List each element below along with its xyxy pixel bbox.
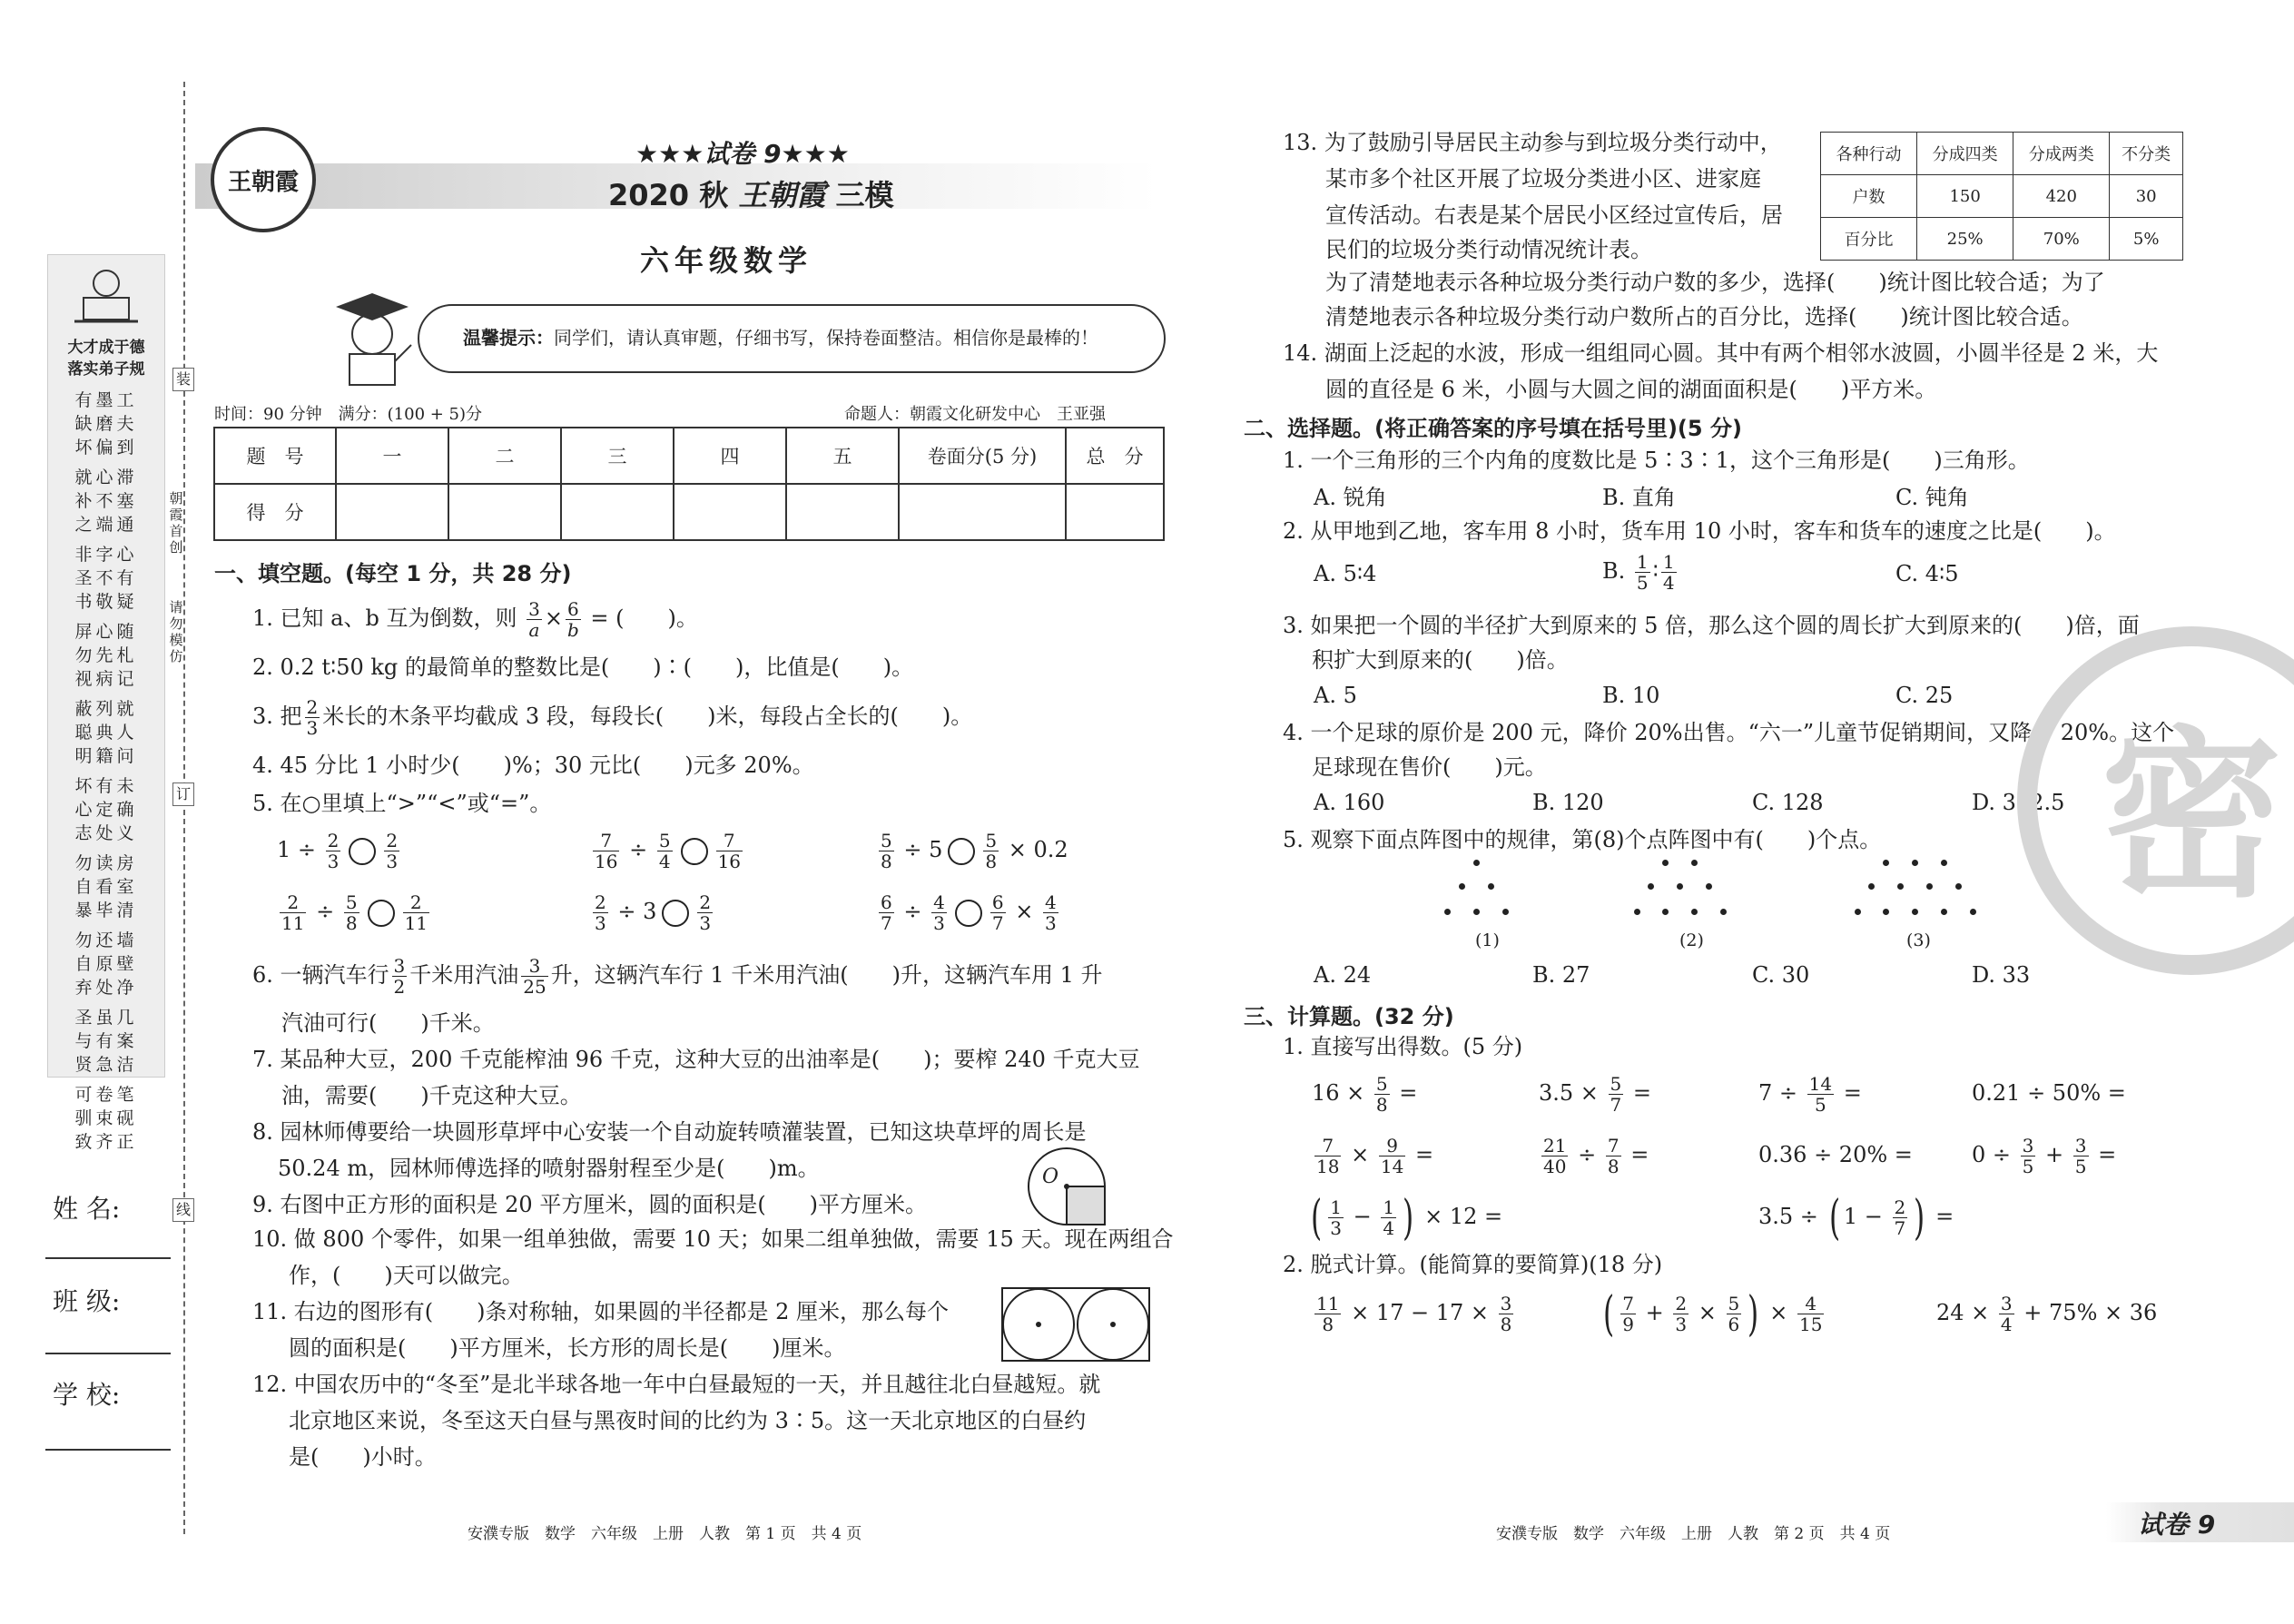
question-1-11-cont: 圆的面积是( )平方厘米，长方形的周长是( )厘米。 [289,1335,846,1361]
quote-block: 就心滞 补不塞 之端通 [74,468,138,535]
two-circles-figure [1001,1287,1150,1362]
question-1-10-cont: 作，( )天可以做完。 [289,1263,524,1288]
calc-8: 0 ÷ $\frac{3}{5}$ + $\frac{3}{5}$ = [1972,1135,2117,1177]
title-prefix: 2020 秋 [608,178,729,212]
question-1-14-b: 圆的直径是 6 米，小圆与大圆之间的湖面面积是( )平方米。 [1325,377,1937,402]
stat-header: 各种行动 [1821,133,1917,175]
exam-title [608,172,894,214]
section2-title: 二、选择题。(将正确答案的序号填在括号里)(5 分) [1244,416,1742,441]
sidebar-motto-1: 大才成于德 [67,339,145,357]
question-1-5: 5. 在○里填上“>”“<”或“=”。 [252,791,552,816]
question-2-3: 3. 如果把一个圆的半径扩大到原来的 5 倍，那么这个圆的周长扩大到原来的( )倍，面 [1283,613,2140,638]
question-1-7-cont: 油，需要( )千克这种大豆。 [281,1083,582,1108]
section3-sub2: 2. 脱式计算。(能简算的要简算)(18 分) [1283,1252,1663,1277]
score-cell[interactable] [336,484,448,540]
question-1-7: 7. 某品种大豆，200 千克能榨油 96 千克，这种大豆的出油率是( )；要榨 240 千克大豆 [252,1047,1140,1072]
question-1-13-c: 宣传活动。右表是某个居民小区经过宣传后，居 [1325,202,1783,228]
q3-tail: 米长的木条平均截成 3 段，每段长( )米，每段占全长的( )。 [322,704,973,729]
score-cell[interactable] [1066,484,1164,540]
stat-cell: 25% [1917,218,2013,261]
step-calc-3: 24 × $\frac{3}{4}$ + 75% × 36 [1936,1293,2158,1335]
calc-eq: = [1843,1080,1862,1106]
stat-row [1821,175,2183,218]
question-1-12: 12. 中国农历中的“冬至”是北半球各地一年中白昼最短的一天，并且越往北白昼越短。就 [252,1372,1101,1397]
calc-5: $\frac{7}{18}$ × $\frac{9}{14}$ = [1316,1135,1434,1177]
dot-pattern-2 [1634,858,1743,921]
calc-eq: = [2098,1142,2117,1167]
school-label: 学 校: [53,1380,121,1410]
question-1-9: 9. 右图中正方形的面积是 20 平方厘米，圆的面积是( )平方厘米。 [252,1192,928,1217]
seal-mark-1: 装 [172,368,194,391]
compare-circle[interactable] [662,900,689,927]
stat-cell: 5% [2110,218,2183,261]
circle-square-figure [1026,1146,1108,1227]
quote-block: 勿还墙 自原壁 弃处净 [74,930,138,998]
section3-title: 三、计算题。(32 分) [1244,1004,1454,1029]
calc-text: 3.5 ÷ [1758,1204,1818,1229]
calc-9: ( $\frac{1}{3}$ − $\frac{1}{4}$ ) × 12 = [1311,1190,1503,1245]
q2-3-option-b[interactable]: B. 10 [1602,683,1660,708]
time-text: 时间：90 分钟 [214,405,322,424]
school-field[interactable] [45,1449,171,1451]
q2-1-option-b[interactable]: B. 直角 [1602,485,1676,510]
q2-5-option-b[interactable]: B. 27 [1532,962,1590,988]
binding-line [183,82,185,1534]
footer-left: 安濮专版 数学 六年级 上册 人教 第 1 页 共 4 页 [468,1525,862,1543]
quote-block: 屏心随 勿先札 视病记 [74,622,138,689]
calc-op: ÷ [1578,1142,1597,1167]
circle-center-label: O [1042,1166,1059,1188]
subject-title: 六年级数学 [640,243,813,278]
stat-cell: 70% [2013,218,2110,261]
q2-5-option-d[interactable]: D. 33 [1972,962,2031,988]
score-header: 四 [674,428,786,484]
stat-header: 分成四类 [1917,133,2013,175]
calc-text: × 17 − 17 × [1351,1300,1490,1325]
dot-label-3: (3) [1906,930,1931,950]
stat-header: 分成两类 [2013,133,2110,175]
q2-4-option-c[interactable]: C. 128 [1752,790,1824,815]
question-2-1: 1. 一个三角形的三个内角的度数比是 5∶3∶1，这个三角形是( )三角形。 [1283,448,2030,473]
quote-block: 圣虽几 与有案 贤急洁 [74,1008,138,1075]
compare-4: $\frac{2}{11}$ ÷ $\frac{5}{8}$ $\frac{2}{11}$ [281,891,428,934]
score-row-label: 得 分 [214,484,336,540]
calc-text: 24 × [1936,1300,1990,1325]
question-2-5: 5. 观察下面点阵图中的规律，第(8)个点阵图中有( )个点。 [1283,827,1882,852]
calc-1: 16 × $\frac{5}{8}$ = [1312,1073,1418,1116]
question-1-8: 8. 园林师傅要给一块圆形草坪中心安装一个自动旋转喷灌装置，已知这块草坪的周长是 [252,1119,1087,1145]
question-1-12-cont2: 是( )小时。 [289,1444,437,1470]
teacher-mascot [322,289,413,389]
compare-6: $\frac{6}{7}$ ÷ $\frac{4}{3}$ $\frac{6}{7}$ × $\frac{4}{3}$ [881,891,1057,934]
footer-right: 安濮专版 数学 六年级 上册 人教 第 2 页 共 4 页 [1496,1525,1891,1543]
score-text: 满分：(100 + 5)分 [338,405,483,424]
score-header: 三 [561,428,674,484]
stat-cell: 户数 [1821,175,1917,218]
fraction-2-3: $\frac{2}{3}$ [306,696,319,739]
exam-author: 命题人：朝霞文化研发中心 王亚强 [844,405,1106,424]
question-2-4: 4. 一个足球的原价是 200 元，降价 20%出售。“六一”儿童节促销期间，又降价 20%。这个 [1283,720,2175,745]
calc-3: 7 ÷ $\frac{14}{5}$ = [1758,1073,1862,1116]
question-2-3-b: 积扩大到原来的( )倍。 [1312,647,1569,673]
question-1-6-cont: 汽油可行( )千米。 [281,1010,495,1036]
score-header: 一 [336,428,448,484]
q6-text-a: 6. 一辆汽车行 [252,962,389,988]
seal-mark-2: 订 [172,782,194,806]
compare-circle[interactable] [681,838,708,865]
sidebar-mascot [65,263,147,329]
q2-1-option-a[interactable]: A. 锐角 [1314,485,1387,510]
dot-label-1: (1) [1475,930,1500,950]
name-label: 姓 名: [53,1194,121,1224]
q2-2-option-b[interactable]: B. $\frac{1}{5}$ ∶ $\frac{1}{4}$ [1602,551,1675,594]
calc-op: − [1353,1204,1372,1229]
fraction-6-b: $\frac{6}{b}$ [566,598,579,641]
class-label: 班 级: [53,1286,121,1316]
compare-5: $\frac{2}{3}$ ÷ 3 $\frac{2}{3}$ [595,891,712,934]
question-1-1: 1. 已知 a、b 互为倒数，则 $\frac{3}{a}$ × $\frac{6}{b}$ = ( )。 [252,598,698,641]
brand-seal [211,127,316,232]
q2-5-option-c[interactable]: C. 30 [1752,962,1810,988]
calc-text: 7 ÷ [1758,1080,1798,1106]
score-header: 二 [448,428,561,484]
compare-circle[interactable] [349,838,376,865]
calc-text: × 12 = [1424,1204,1503,1229]
tip-label: 温馨提示： [463,327,554,349]
stat-cell: 百分比 [1821,218,1917,261]
dot-pattern-3 [1855,858,1991,921]
question-1-13-b: 某市多个社区开展了垃圾分类进小区、进家庭 [1325,166,1761,192]
score-cell[interactable] [786,484,899,540]
q2-4-option-a[interactable]: A. 160 [1314,790,1385,815]
exam-time [214,401,482,425]
step-calc-1: $\frac{11}{8}$ × 17 − 17 × $\frac{3}{8}$ [1316,1293,1512,1335]
stat-row [1821,218,2183,261]
quote-block: 坏有未 心定确 志处义 [74,776,138,843]
quote-block: 有墨工 缺磨夫 坏偏到 [74,390,138,458]
calc-eq: = [1632,1080,1652,1106]
q2-2-option-a[interactable]: A. 5∶4 [1314,561,1377,586]
q1-tail: = ( )。 [590,605,698,631]
compare-circle[interactable] [948,838,975,865]
stat-header-row [1821,133,2183,175]
paper-number: ★★★试卷 9★★★ [635,139,850,169]
question-1-8-cont: 50.24 m，园林师傅选择的喷射器射程至少是( )m。 [278,1156,820,1181]
q6-text-b: 千米用汽油 [409,962,519,988]
score-value-row [214,484,1164,540]
question-1-10: 10. 做 800 个零件，如果一组单独做，需要 10 天；如果二组单独做，需要 15 天。现在两组合 [252,1226,1174,1252]
calc-op: + [2045,1142,2064,1167]
dot-label-2: (2) [1679,930,1704,950]
q2-4-option-b[interactable]: B. 120 [1532,790,1604,815]
title-brand: 王朝霞 [738,178,826,212]
calc-eq: = [1630,1142,1649,1167]
calc-eq: = [1935,1204,1954,1229]
sidebar-motto-2: 落实弟子规 [67,360,145,379]
question-1-13: 13. 为了鼓励引导居民主动参与到垃圾分类行动中， [1283,130,1782,155]
q2-4-option-d[interactable]: D. 312.5 [1972,790,2065,815]
score-cell[interactable] [899,484,1066,540]
calc-op: × [1351,1142,1370,1167]
question-1-4: 4. 45 分比 1 小时少( )%；30 元比( )元多 20%。 [252,753,814,778]
q2-5-option-a[interactable]: A. 24 [1314,962,1372,988]
compare-circle[interactable] [955,900,982,927]
score-header-row [214,428,1164,484]
calc-op: × [1698,1300,1717,1325]
compare-1: 1 ÷ $\frac{2}{3}$ $\frac{2}{3}$ [277,830,399,872]
title-suffix: 三模 [835,178,894,212]
name-field[interactable] [45,1257,171,1259]
q2-1-option-c[interactable]: C. 钝角 [1895,485,1969,510]
q2-3-option-c[interactable]: C. 25 [1895,683,1954,708]
question-1-13-e: 为了清楚地表示各种垃圾分类行动户数的多少，选择( )统计图比较合适；为了 [1325,270,2105,295]
sidebar-quotes [56,389,156,1160]
fraction-3-a: $\frac{3}{a}$ [528,598,540,641]
score-cell[interactable] [561,484,674,540]
section1-title: 一、填空题。(每空 1 分，共 28 分) [214,561,572,586]
score-cell[interactable] [448,484,561,540]
dot-pattern-1 [1443,858,1516,921]
calc-text: 16 × [1312,1080,1365,1106]
stat-cell: 150 [1917,175,2013,218]
calc-2: 3.5 × $\frac{5}{7}$ = [1539,1073,1652,1116]
compare-circle[interactable] [368,900,395,927]
question-2-4-b: 足球现在售价( )元。 [1312,754,1547,780]
calc-op: + [1645,1300,1664,1325]
watermark-glyph: 密 [2100,710,2282,922]
question-1-13-d: 民们的垃圾分类行动情况统计表。 [1325,237,1652,262]
question-1-11: 11. 右边的图形有( )条对称轴，如果圆的半径都是 2 厘米，那么每个 [252,1299,950,1324]
calc-eq: = [1414,1142,1434,1167]
score-header: 总 分 [1066,428,1164,484]
question-1-13-f: 清楚地表示各种垃圾分类行动户数所占的百分比，选择( )统计图比较合适。 [1325,304,2083,330]
stat-cell: 420 [2013,175,2110,218]
tip-text [463,323,1098,349]
calc-text: + 75% × 36 [2023,1300,2158,1325]
quote-block: 可卷笔 驯束砚 致齐正 [74,1085,138,1152]
calc-text: 3.5 × [1539,1080,1599,1106]
tip-body: 同学们，请认真审题，仔细书写，保持卷面整洁。相信你是最棒的！ [554,327,1098,349]
question-1-2: 2. 0.2 t∶50 kg 的最简单的整数比是( )∶( )，比值是( )。 [252,655,914,680]
seal-mark-3: 线 [172,1198,194,1222]
class-field[interactable] [45,1353,171,1354]
quote-block: 非字心 圣不有 书敬疑 [74,545,138,612]
confidential-watermark [2017,626,2294,975]
question-2-2: 2. 从甲地到乙地，客车用 8 小时，货车用 10 小时，客车和货车的速度之比是( )。 [1283,518,2116,544]
bind-label-2: 请勿模仿 [169,599,183,664]
score-header: 卷面分(5 分) [899,428,1066,484]
q2-2-option-c[interactable]: C. 4∶5 [1895,561,1959,586]
score-header: 五 [786,428,899,484]
compare-2: $\frac{7}{16}$ ÷ $\frac{5}{4}$ $\frac{7}{16}$ [595,830,742,872]
score-table [213,427,1165,541]
question-1-6: 6. 一辆汽车行 $\frac{3}{2}$ 千米用汽油 $\frac{3}{25}$ 升，这辆汽车行 1 千米用汽油( )升，这辆汽车用 1 升 [252,955,1103,998]
question-1-14: 14. 湖面上泛起的水波，形成一组组同心圆。其中有两个相邻水波圆，小圆半径是 2 米，大 [1283,340,2159,366]
question-1-3 [252,697,972,738]
q6-text-c: 升，这辆汽车行 1 千米用汽油( )升，这辆汽车用 1 升 [550,962,1103,988]
q1-text: 1. 已知 a、b 互为倒数，则 [252,605,517,631]
calc-eq: = [1399,1080,1418,1106]
score-header: 题 号 [214,428,336,484]
calc-text: 1 − [1843,1204,1883,1229]
q2-3-option-a[interactable]: A. 5 [1314,683,1357,708]
quote-block: 蔽列就 聪典人 明籍问 [74,699,138,766]
stat-cell: 30 [2110,175,2183,218]
paper-number-text: 试卷 9 [704,139,782,169]
calc-6: $\frac{21}{40}$ ÷ $\frac{7}{8}$ = [1543,1135,1649,1177]
quote-block: 勿读房 自看室 暴毕清 [74,853,138,920]
stat-table [1820,132,2183,261]
score-cell[interactable] [674,484,786,540]
bind-label-1: 朝霞首创 [169,490,183,556]
calc-4: 0.21 ÷ 50% = [1972,1080,2126,1106]
calc-text: 0 ÷ [1972,1142,2012,1167]
compare-3: $\frac{5}{8}$ ÷ 5 $\frac{5}{8}$ × 0.2 [881,830,1068,872]
brand-seal-text: 王朝霞 [227,168,299,196]
corner-paper-no: 试卷 9 [2138,1510,2216,1540]
calc-7: 0.36 ÷ 20% = [1758,1142,1913,1167]
question-1-12-cont: 北京地区来说，冬至这天白昼与黑夜时间的比约为 3∶5。这一天北京地区的白昼约 [289,1408,1087,1433]
calc-10: 3.5 ÷ ( 1 − $\frac{2}{7}$ ) = [1758,1190,1954,1245]
stat-header: 不分类 [2110,133,2183,175]
step-calc-2: ( $\frac{7}{9}$ + $\frac{2}{3}$ × $\frac{5}{6}$ ) × $\frac{4}{15}$ [1603,1286,1823,1342]
calc-op: × [1769,1300,1788,1325]
section3-sub1: 1. 直接写出得数。(5 分) [1283,1034,1523,1059]
q2-2-b-label: B. [1602,558,1626,584]
q3-text: 3. 把 [252,704,302,729]
